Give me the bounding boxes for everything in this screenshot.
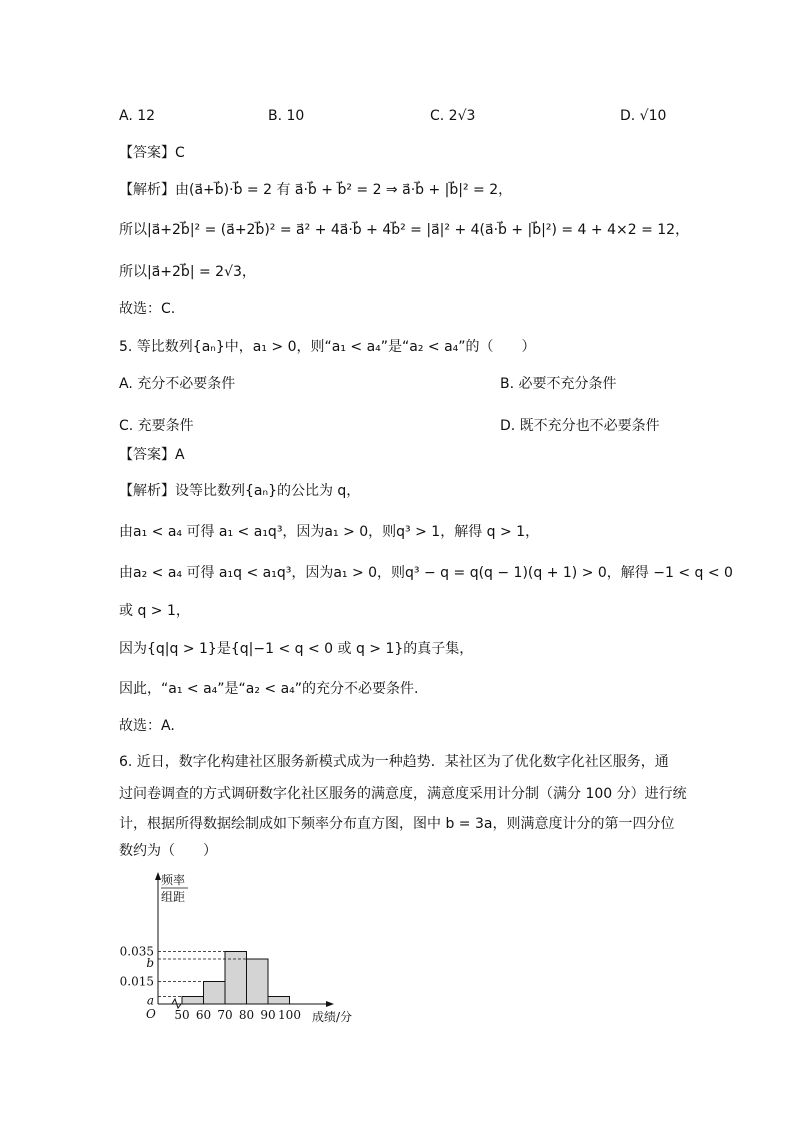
histogram-bar bbox=[247, 959, 269, 1004]
q5-analysis-line-5: 因为{q|q > 1}是{q|−1 < q < 0 或 q > 1}的真子集， bbox=[119, 641, 474, 657]
histogram-bar bbox=[204, 982, 226, 1005]
q6-stem-line-4: 数约为（ ） bbox=[119, 843, 217, 859]
q4-option-d: D. √10 bbox=[620, 108, 667, 124]
x-tick-label: 50 bbox=[174, 1008, 190, 1022]
q5-answer: 【答案】A bbox=[119, 447, 185, 463]
q4-option-a: A. 12 bbox=[119, 108, 156, 124]
q5-analysis-line-6: 因此，“a₁ < a₄”是“a₂ < a₄”的充分不必要条件. bbox=[119, 681, 419, 697]
q6-stem-line-3: 计，根据所得数据绘制成如下频率分布直方图，图中 b = 3a，则满意度计分的第一四分位 bbox=[119, 816, 675, 832]
q4-analysis-line-4: 故选：C. bbox=[119, 301, 176, 317]
x-tick-label: 80 bbox=[238, 1008, 255, 1022]
y-tick-label: 0.015 bbox=[119, 974, 154, 989]
x-tick-label: 90 bbox=[260, 1008, 276, 1022]
q5-stem: 5. 等比数列{aₙ}中，a₁ > 0，则“a₁ < a₄”是“a₂ < a₄”的（ ） bbox=[119, 339, 536, 355]
x-axis-arrow bbox=[326, 1001, 334, 1007]
histogram-bar bbox=[268, 997, 290, 1005]
q4-analysis-line-2: 所以|a⃗+2b⃗|² = (a⃗+2b⃗)² = a⃗² + 4a⃗·b⃗ + 4b⃗² = |a⃗|² + 4(a⃗·b⃗ + |b⃗|²) = 4 + 4×2 = 12， bbox=[119, 222, 690, 238]
histogram-bar bbox=[182, 997, 204, 1005]
q5-option-c: C. 充要条件 bbox=[119, 418, 194, 434]
q5-analysis-line-4: 或 q > 1， bbox=[119, 603, 190, 619]
x-axis-label: 成绩/分 bbox=[312, 1010, 353, 1024]
y-tick-label: a bbox=[146, 993, 154, 1008]
q5-analysis-line-3: 由a₂ < a₄ 可得 a₁q < a₁q³，因为a₁ > 0，则q³ − q = q(q − 1)(q + 1) > 0，解得 −1 < q < 0 bbox=[119, 565, 733, 581]
y-tick-label: 0.035 bbox=[119, 944, 154, 959]
q5-option-b: B. 必要不充分条件 bbox=[500, 376, 617, 392]
q4-option-b: B. 10 bbox=[268, 108, 305, 124]
x-tick-label: 70 bbox=[217, 1008, 233, 1022]
q6-stem-line-2: 过问卷调查的方式调研数字化社区服务的满意度，满意度采用计分制（满分 100 分）进行统 bbox=[119, 786, 687, 802]
q5-analysis-line-7: 故选：A. bbox=[119, 718, 175, 734]
q5-analysis-line-2: 由a₁ < a₄ 可得 a₁ < a₁q³，因为a₁ > 0，则q³ > 1，解得 q > 1， bbox=[119, 524, 540, 540]
q4-option-c: C. 2√3 bbox=[430, 108, 476, 124]
frequency-histogram bbox=[112, 868, 372, 1028]
q5-analysis-line-1: 【解析】设等比数列{aₙ}的公比为 q， bbox=[119, 483, 361, 499]
q4-analysis-line-3: 所以|a⃗+2b⃗| = 2√3， bbox=[119, 264, 256, 280]
x-tick-label: 60 bbox=[195, 1008, 212, 1022]
q4-analysis-line-1: 【解析】由(a⃗+b⃗)·b⃗ = 2 有 a⃗·b⃗ + b⃗² = 2 ⇒ a⃗·b⃗ + |b⃗|² = 2， bbox=[119, 182, 513, 198]
x-tick-label: 100 bbox=[278, 1008, 301, 1022]
q4-answer: 【答案】C bbox=[119, 145, 185, 161]
origin-label: O bbox=[146, 1007, 156, 1021]
y-tick-label: b bbox=[146, 956, 154, 970]
y-axis-label-top: 频率 bbox=[161, 873, 186, 887]
q5-option-d: D. 既不充分也不必要条件 bbox=[500, 418, 660, 434]
q5-option-a: A. 充分不必要条件 bbox=[119, 376, 236, 392]
q6-stem-line-1: 6. 近日，数字化构建社区服务新模式成为一种趋势．某社区为了优化数字化社区服务，通 bbox=[119, 754, 669, 770]
y-axis-label-bottom: 组距 bbox=[161, 890, 186, 904]
